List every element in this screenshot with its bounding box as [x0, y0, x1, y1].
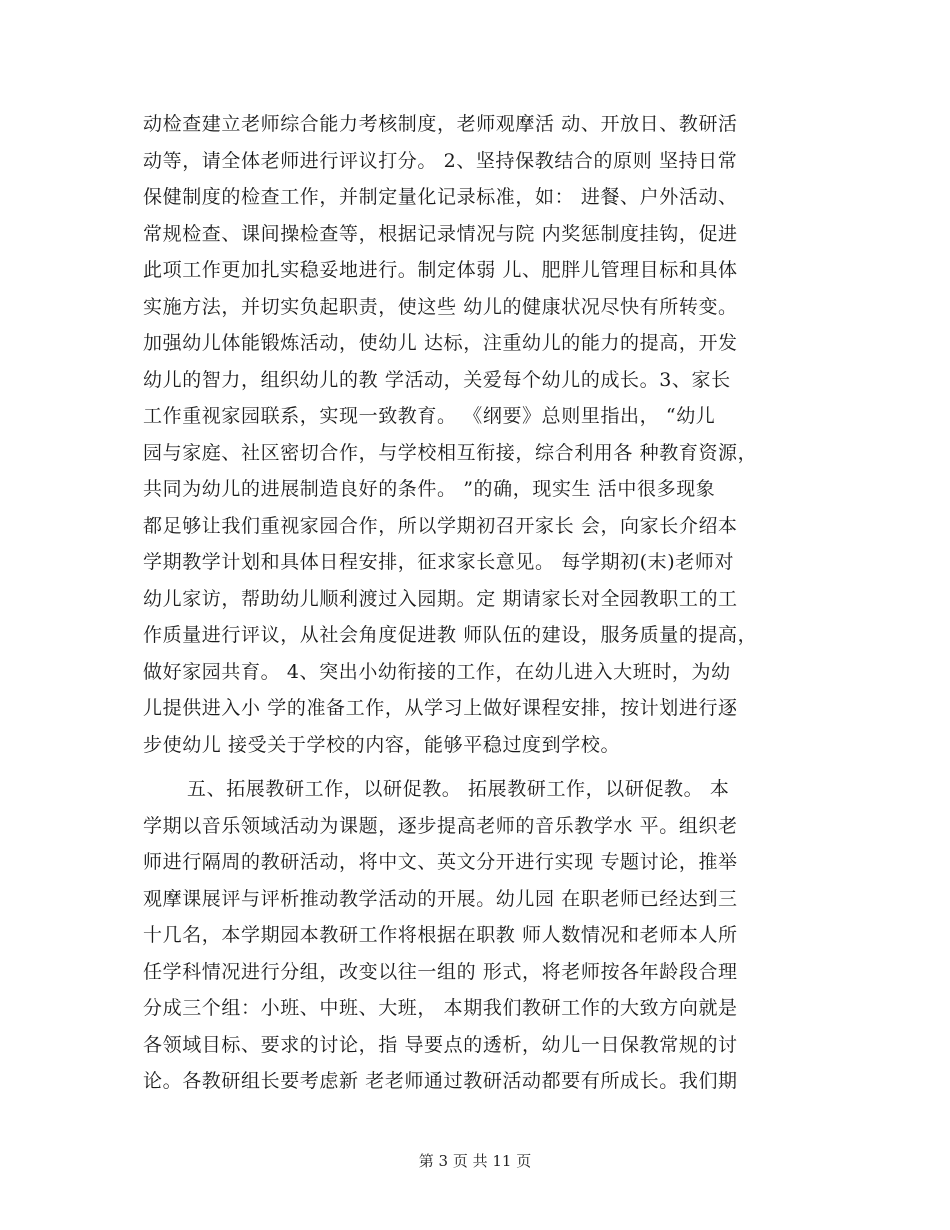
text-line: 常规检查、课间操检查等，根据记录情况与院 内奖惩制度挂钩，促进 [143, 222, 738, 245]
paragraph-2 [143, 771, 823, 1100]
text-line: 儿提供进入小 学的准备工作，从学习上做好课程安排，按计划进行逐 [143, 697, 738, 719]
text-line: 任学科情况进行分组，改变以往一组的 形式，将老师按各年龄段合理 [143, 960, 738, 983]
text-line: 幼儿家访，帮助幼儿顺利渡过入园期。定 期请家长对全园教职工的工 [143, 587, 738, 610]
text-line: 分成三个组：小班、中班、大班， 本期我们教研工作的大致方向就是 [143, 997, 738, 1019]
text-line: 观摩课展评与评析推动教学活动的开展。幼儿园 在职老师已经达到三 [143, 887, 738, 910]
text-line: 保健制度的检查工作，并制定量化记录标准，如： 进餐、户外活动、 [143, 186, 738, 208]
page-footer [0, 1150, 950, 1171]
document-body [143, 106, 823, 1100]
text-line: 师进行隔周的教研活动，将中文、英文分开进行实现 专题讨论，推举 [143, 851, 738, 873]
text-line: 五、拓展教研工作，以研促教。 拓展教研工作，以研促教。 本 [187, 778, 730, 800]
text-line: 论。各教研组长要考虑新 老老师通过教研活动都要有所成长。我们期 [143, 1070, 738, 1092]
text-line: 动等，请全体老师进行评议打分。 2、坚持保教结合的原则 坚持日常 [143, 149, 738, 172]
text-line: 学期以音乐领域活动为课题，逐步提高老师的音乐教学水 平。组织老 [143, 814, 738, 837]
text-line: 学期教学计划和具体日程安排，征求家长意见。 每学期初(末)老师对 [143, 551, 735, 573]
text-line: 动检查建立老师综合能力考核制度，老师观摩活 动、开放日、教研活 [143, 113, 738, 135]
paragraph-1 [143, 106, 823, 763]
text-line: 都足够让我们重视家园合作，所以学期初召开家长 会，向家长介绍本 [143, 514, 738, 537]
page-number: 第 3 页 共 11 页 [418, 1152, 532, 1170]
text-line: 此项工作更加扎实稳妥地进行。制定体弱 儿、肥胖儿管理目标和具体 [143, 259, 738, 281]
text-line: 园与家庭、社区密切合作，与学校相互衔接，综合利用各 种教育资源， [143, 441, 758, 464]
text-line: 作质量进行评议，从社会角度促进教 师队伍的建设，服务质量的提高， [143, 624, 758, 646]
text-line: 工作重视家园联系，实现一致教育。 《纲要》总则里指出， “幼儿 [143, 405, 716, 427]
text-line: 共同为幼儿的进展制造良好的条件。 ”的确，现实生 活中很多现象 [143, 478, 716, 500]
text-line: 幼儿的智力，组织幼儿的教 学活动，关爱每个幼儿的成长。3、家长 [143, 368, 731, 391]
text-line: 各领域目标、要求的讨论，指 导要点的透析，幼儿一日保教常规的讨 [143, 1033, 738, 1056]
text-line: 实施方法，并切实负起职责，使这些 幼儿的健康状况尽快有所转变。 [143, 295, 738, 318]
text-line: 步使幼儿 接受关于学校的内容，能够平稳过度到学校。 [143, 733, 621, 756]
text-line: 做好家园共育。 4、突出小幼衔接的工作，在幼儿进入大班时，为幼 [143, 660, 731, 683]
text-line: 十几名，本学期园本教研工作将根据在职教 师人数情况和老师本人所 [143, 924, 738, 946]
text-line: 加强幼儿体能锻炼活动，使幼儿 达标，注重幼儿的能力的提高，开发 [143, 332, 738, 354]
